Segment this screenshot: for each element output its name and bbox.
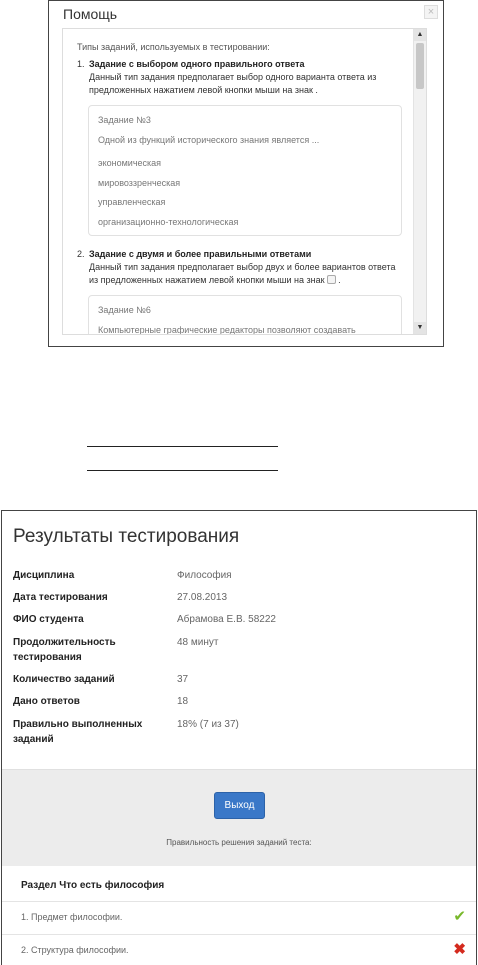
scroll-down-icon[interactable]: ▼ [414, 322, 426, 334]
task-text: 2. Структура философии. [21, 945, 129, 955]
help-body [62, 28, 427, 335]
results-title: Результаты тестирования [13, 526, 240, 547]
help-dialog-title: Помощь [63, 6, 118, 22]
info-label: Количество заданий [13, 674, 115, 685]
correctness-caption: Правильность решения заданий теста: [166, 838, 312, 847]
blank-line [87, 470, 278, 471]
info-label: Дано ответов [13, 696, 80, 707]
task-row [2, 934, 476, 965]
task-type-name: Задание с выбором одного правильного ответа [89, 59, 305, 69]
info-value: Философия [177, 570, 232, 581]
example-question: Компьютерные графические редакторы позволяют создавать [98, 325, 356, 335]
info-value: 48 минут [177, 637, 219, 648]
task-type-multiple [77, 248, 405, 287]
task-type-number: 1. [77, 59, 85, 69]
info-value: 18% (7 из 37) [177, 719, 239, 730]
task-text: 1. Предмет философии. [21, 912, 123, 922]
example-option[interactable]: мировоззренческая [98, 177, 181, 188]
task-type-single [77, 58, 405, 97]
blank-line [87, 446, 278, 447]
checkbox-icon [327, 275, 336, 284]
example-card-multiple [88, 295, 402, 335]
info-value: 18 [177, 696, 189, 707]
example-option[interactable]: управленческая [98, 197, 166, 207]
example-option[interactable]: организационно-технологическая [98, 216, 239, 227]
info-label: Правильно выполненных заданий [13, 719, 143, 745]
help-scrollbar[interactable] [413, 29, 426, 334]
scroll-thumb[interactable] [416, 43, 424, 89]
task-row [2, 901, 476, 934]
info-label: ФИО студента [13, 614, 84, 625]
info-value: 27.08.2013 [177, 592, 228, 603]
example-question: Одной из функций исторического знания является ... [98, 135, 320, 145]
exit-button[interactable]: Выход [214, 792, 265, 819]
section-title: Раздел Что есть философия [21, 880, 165, 891]
help-content [63, 29, 413, 334]
help-dialog [48, 0, 444, 347]
info-label: Дисциплина [13, 570, 75, 581]
task-type-number: 2. [77, 249, 85, 259]
task-type-description: Данный тип задания предполагает выбор двух и более вариантов ответа из предложенных нажатием левой кнопки мыши на знак . [89, 262, 396, 285]
example-card-single [88, 105, 402, 236]
check-icon: ✔ [453, 908, 466, 925]
info-label: Продолжительность тестирования [13, 637, 116, 663]
results-panel [1, 510, 477, 965]
task-type-description: Данный тип задания предполагает выбор одного варианта ответа из предложенных нажатием левой кнопки мыши на знак . [89, 72, 377, 95]
task-type-name: Задание с двумя и более правильными ответами [89, 249, 312, 259]
scroll-up-icon[interactable]: ▲ [414, 29, 426, 41]
info-value: 37 [177, 674, 189, 685]
example-option[interactable]: экономическая [98, 158, 162, 168]
info-label: Дата тестирования [13, 592, 108, 603]
example-title: Задание №6 [98, 305, 151, 315]
help-intro: Типы заданий, используемых в тестировании: [77, 42, 270, 52]
cross-icon: ✖ [453, 941, 466, 958]
example-title: Задание №3 [98, 115, 151, 125]
close-icon[interactable]: × [424, 5, 438, 19]
info-value: Абрамова Е.В. 58222 [177, 614, 276, 625]
